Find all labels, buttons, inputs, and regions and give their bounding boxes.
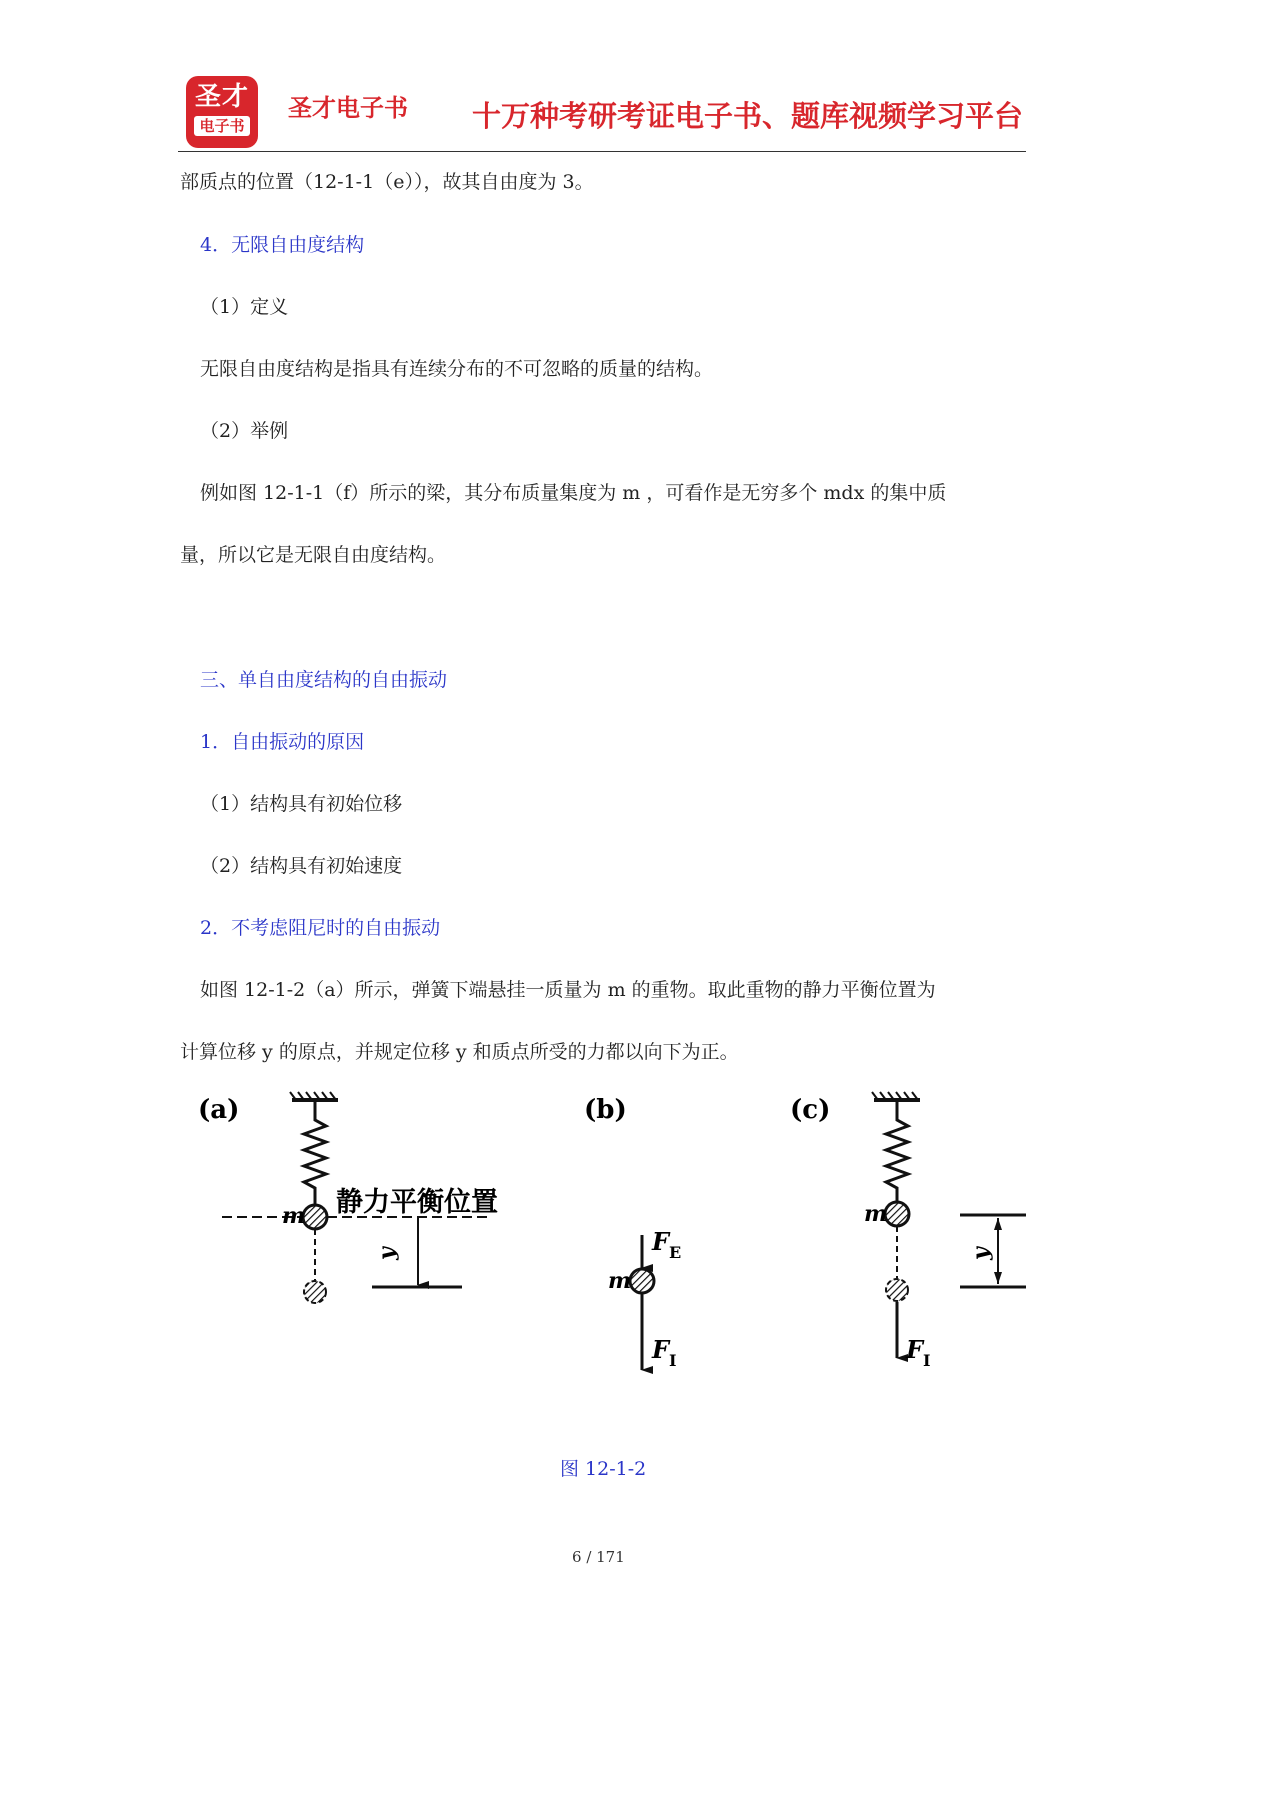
paragraph-continuation: 部质点的位置（12-1-1（e）），故其自由度为 3。 <box>180 171 594 193</box>
paragraph-definition: 无限自由度结构是指具有连续分布的不可忽略的质量的结构。 <box>200 358 714 380</box>
figure-caption: 图 12-1-2 <box>560 1458 647 1480</box>
mass-c <box>885 1202 909 1226</box>
paragraph-example-line2: 量，所以它是无限自由度结构。 <box>180 544 447 566</box>
section-heading-4: 4．无限自由度结构 <box>200 234 365 256</box>
force-i-label-c: $F_I$ <box>906 1335 931 1370</box>
logo-text-top: 圣才 <box>194 82 249 112</box>
reason-item-2: （2）结构具有初始速度 <box>200 855 403 877</box>
chapter-heading-3: 三、单自由度结构的自由振动 <box>200 669 448 691</box>
brand-name: 圣才电子书 <box>288 94 408 122</box>
label-b: (b) <box>584 1095 627 1125</box>
panel-c <box>790 1092 1026 1370</box>
disp-label-c: y <box>968 1247 994 1260</box>
mass-label-a: m <box>282 1203 306 1229</box>
mass-b <box>630 1269 654 1293</box>
mass-label-c: m <box>864 1201 888 1227</box>
header-divider <box>178 151 1026 152</box>
logo-text-bottom: 电子书 <box>194 116 250 136</box>
panel-a <box>198 1092 498 1303</box>
page-header <box>180 70 1025 152</box>
displaced-mass-c <box>886 1279 908 1301</box>
subheading-example: （2）举例 <box>200 420 289 442</box>
page-total: 171 <box>596 1548 625 1566</box>
reason-item-1: （1）结构具有初始位移 <box>200 793 403 815</box>
section-heading-2: 2．不考虑阻尼时的自由振动 <box>200 917 441 939</box>
paragraph-example-line1: 例如图 12-1-1（f）所示的梁，其分布质量集度为 m ，可看作是无穷多个 mdx 的集中质 <box>200 482 947 504</box>
displaced-mass-a <box>304 1281 326 1303</box>
page-separator: / <box>581 1548 597 1566</box>
spring-c <box>886 1100 908 1202</box>
disp-label-a: y <box>374 1247 400 1260</box>
paragraph-figure-line1: 如图 12-1-2（a）所示，弹簧下端悬挂一质量为 m 的重物。取此重物的静力平衡位置为 <box>200 979 936 1001</box>
equilibrium-label: 静力平衡位置 <box>336 1187 498 1218</box>
section-heading-1: 1．自由振动的原因 <box>200 731 365 753</box>
paragraph-figure-line2: 计算位移 y 的原点，并规定位移 y 和质点所受的力都以向下为正。 <box>180 1041 739 1063</box>
page-indicator <box>572 1548 625 1566</box>
subheading-definition: （1）定义 <box>200 296 289 318</box>
label-a: (a) <box>198 1095 240 1125</box>
header-slogan: 十万种考研考证电子书、题库视频学习平台 <box>472 99 1024 133</box>
mass-a <box>303 1205 327 1229</box>
panel-b <box>584 1095 681 1370</box>
force-e-label: $F_E$ <box>652 1227 682 1262</box>
mass-label-b: m <box>608 1268 632 1294</box>
force-i-label-b: $F_I$ <box>652 1335 677 1370</box>
figure-12-1-2 <box>190 1090 1040 1430</box>
page-current: 6 <box>572 1548 582 1566</box>
spring-a <box>304 1100 326 1205</box>
label-c: (c) <box>790 1095 831 1125</box>
brand-logo <box>186 76 258 148</box>
